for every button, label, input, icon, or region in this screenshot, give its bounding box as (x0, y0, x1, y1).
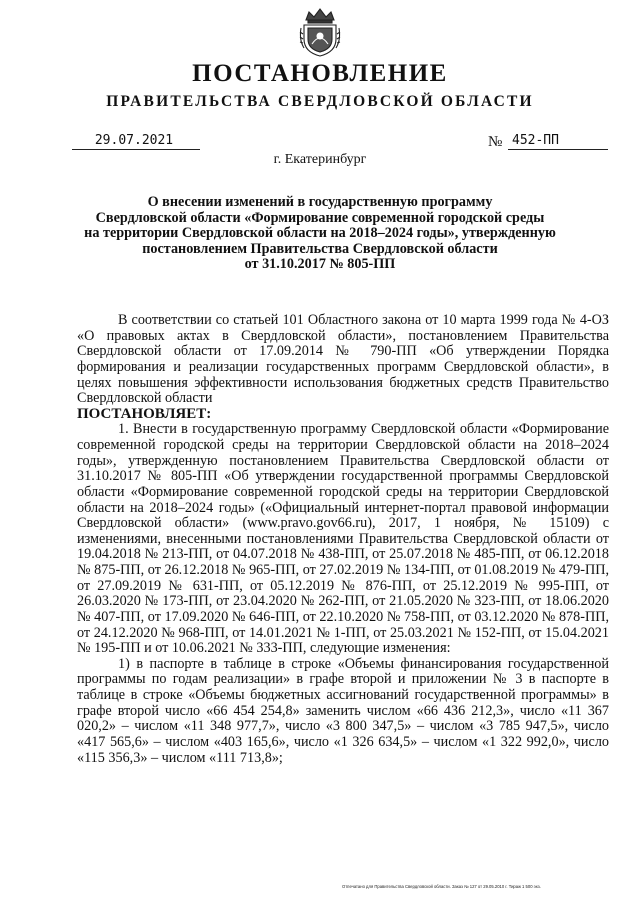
document-number: 452-ПП (512, 133, 559, 148)
city-line: г. Екатеринбург (273, 152, 367, 167)
title-line: на территории Свердловской области на 2018–2024 годы», утвержденную (84, 225, 556, 242)
number-sign: № (488, 134, 503, 150)
title-line: О внесении изменений в государственную программу (147, 194, 493, 210)
resolves-heading: ПОСТАНОВЛЯЕТ: (77, 405, 212, 422)
title-line: постановлением Правительства Свердловской области (142, 240, 498, 257)
title-line: от 31.10.2017 № 805-ПП (244, 256, 396, 273)
preamble-paragraph: В соответствии со статьей 101 Областного закона от 10 марта 1999 года № 4-ОЗ «О правовых актах в Свердловской области», постановлением Правительства Свердловской области от 17.09.2014 № 790-ПП «Об утверждении Порядка формирования и реализации государственных программ Свердловской области», в целях повышения эффективности использования бюджетных средств Правительство Свердловской области (77, 312, 609, 407)
title-line: Свердловской области «Формирование современной городской среды (95, 209, 545, 226)
document-date: 29.07.2021 (94, 133, 174, 148)
item-1-paragraph: 1. Внести в государственную программу Свердловской области «Формирование современной городской среды на территории Свердловской области на 2018–2024 годы», утвержденную постановлением Правительства Свердловской области от 31.10.2017 № 805-ПП «Об утверждении государственной программы Свердловской области «Формирование современной городской среды на территории Свердловской области на 2018–2024 годы» («Официальный интернет-портал правовой информации Свердловской области» (www.pravo.gov66.ru), 2017, 1 ноября, № 15109) с изменениями, внесенными постановлениями Правительства Свердловской области от 19.04.2018 № 213-ПП, от 04.07.2018 № 438-ПП, от 25.07.2018 № 485-ПП, от 06.12.2018 № 875-ПП, от 26.12.2018 № 965-ПП, от 27.02.2019 № 134-ПП, от 01.08.2019 № 479-ПП, от 27.09.2019 № 631-ПП, от 05.12.2019 № 876-ПП, от 25.12.2019 № 995-ПП, от 26.03.2020 № 173-ПП, от 23.04.2020 № 262-ПП, от 21.05.2020 № 323-ПП, от 18.06.2020 № 407-ПП, от 17.09.2020 № 646-ПП, от 22.10.2020 № 758-ПП, от 03.12.2020 № 878-ПП, от 24.12.2020 № 968-ПП, от 14.01.2021 № 1-ПП, от 25.03.2021 № 152-ПП, от 15.04.2021 № 195-ПП и от 10.06.2021 № 333-ПП, следующие изменения: (77, 421, 609, 657)
document-body (77, 313, 609, 766)
document-type-heading: ПОСТАНОВЛЕНИЕ (192, 60, 448, 87)
number-underline (508, 149, 608, 150)
document-title (60, 195, 580, 273)
issuer-heading: ПРАВИТЕЛЬСТВА СВЕРДЛОВСКОЙ ОБЛАСТИ (106, 93, 534, 110)
coat-of-arms-icon (298, 6, 342, 58)
date-underline (72, 149, 200, 150)
print-footer: Отпечатано для Правительства Свердловской области. Заказ № 127 от 29.05.2010 г. Тираж 1 500 экз. (342, 884, 541, 889)
subitem-1-paragraph: 1) в паспорте в таблице в строке «Объемы финансирования государственной программы по годам реализации» в графе второй и приложении № 3 в паспорте в таблице в строке «Объемы бюджетных ассигнований государственной программы» в графе второй число «66 454 254,8» заменить числом «66 436 212,3», число «11 367 020,2» – числом «11 348 977,7», число «3 800 347,5» – числом «3 785 947,5», число «417 565,6» – числом «403 165,6», число «1 326 634,5» – числом «1 322 992,0», число «115 356,3» – числом «111 713,8»; (77, 655, 609, 766)
